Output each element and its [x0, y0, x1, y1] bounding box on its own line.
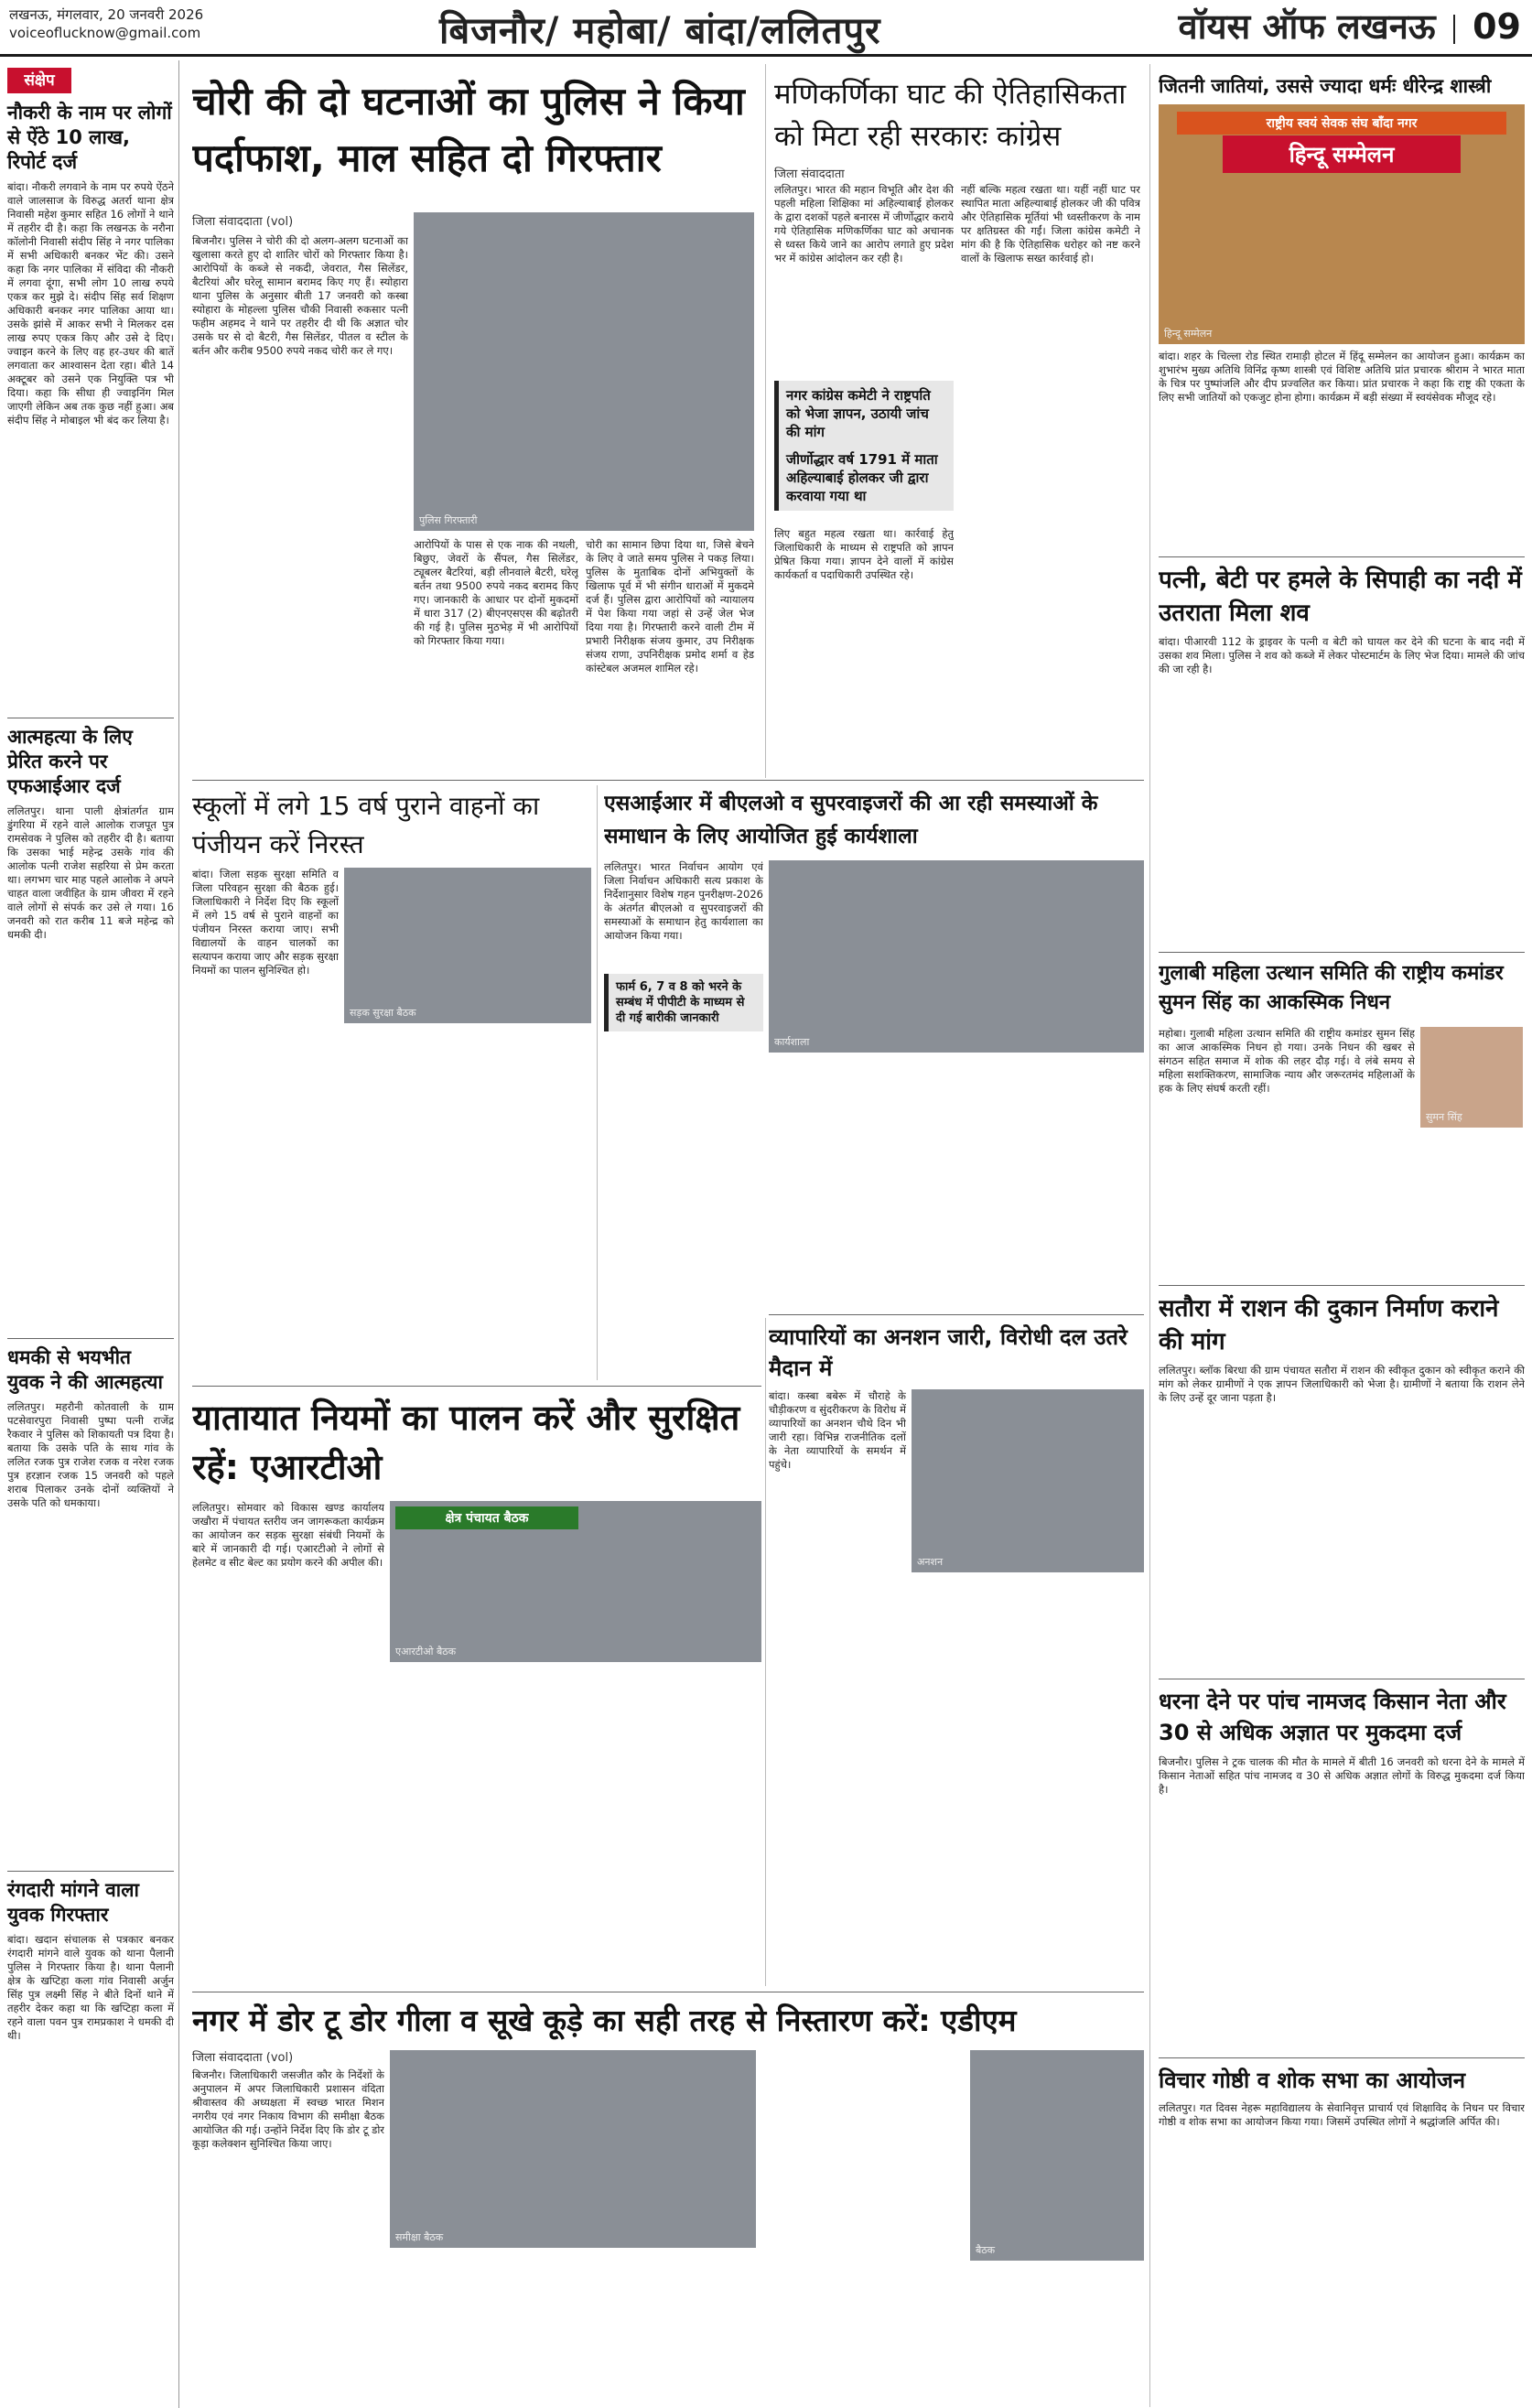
story4-body: बांदा। पीआरवी 112 के ड्राइवर के पत्नी व बेटी को घायल कर देने की घटना के बाद नदी में उसका शव मिला। पुलिस ने शव को कब्जे में लेकर पोस्टमार्टम के लिए भेज दिया। मामले की जांच की जा रही है।	[1159, 635, 1525, 675]
story9-body: बांदा। जिला सड़क सुरक्षा समिति व जिला परिवहन सुरक्षा की बैठक हुई। जिलाधिकारी ने निर्देश दिए कि स्कूलों में लगे 15 वर्ष से पुराने वाहनों का पंजीयन निरस्त कराया जाए। सभी विद्यालयों के वाहन चालकों का सत्यापन कराया जाए और सड़क सुरक्षा नियमों का पालन सुनिश्चित हो।	[192, 868, 339, 977]
story2-col2: नहीं बल्कि महत्व रखता था। यहीं नहीं घाट पर स्थापित माता अहिल्याबाई होलकर जी की पवित्र और ऐतिहासिक मूर्तियां भी ध्वस्तीकरण के नाम पर क्षतिग्रस्त की गईं। जिला कांग्रेस कमेटी ने मांग की है कि ऐतिहासिक धरोहर को नष्ट करने वालों के खिलाफ सख्त कार्रवाई हो।	[961, 183, 1140, 265]
story13-body-cont	[765, 2050, 966, 2398]
story5-body-cont	[1159, 1133, 1525, 1280]
story11-headline: व्यापारियों का अनशन जारी, विरोधी दल उतरे मैदान में	[769, 1324, 1127, 1381]
brief-4	[7, 1878, 174, 2391]
story13-body: बिजनौर। जिलाधिकारी जसजीत कौर के निर्देशों के अनुपालन में अपर जिलाधिकारी प्रशासन वंदिता श्रीवास्तव की अध्यक्षता में स्वच्छ भारत मिशन नगरीय एवं नगर निकाय विभाग की समीक्षा बैठक आयोजित की गई। उन्होंने निर्देश दिए कि डोर टू डोर कूड़ा कलेक्शन सुनिश्चित किया जाए।	[192, 2068, 384, 2150]
story13-photo	[390, 2050, 756, 2248]
photo-caption: एआरटीओ बैठक	[395, 1646, 457, 1658]
story10-body: ललितपुर। भारत निर्वाचन आयोग एवं जिला निर्वाचन अधिकारी सत्य प्रकाश के निर्देशानुसार विशेष गहन पुनरीक्षण-2026 के अंतर्गत बीएलओ व सुपरवाइजरों की समस्याओं के समाधान हेतु कार्यशाला का आयोजन किया गया।	[604, 860, 763, 942]
brief-headline: आत्महत्या के लिए प्रेरित करने पर एफआईआर दर्ज	[7, 726, 133, 797]
story5-headline: गुलाबी महिला उत्थान समिति की राष्ट्रीय कमांडर सुमन सिंह का आकस्मिक निधन	[1159, 962, 1504, 1014]
story-divider	[192, 1386, 761, 1387]
story13-byline: जिला संवाददाता (vol)	[192, 2051, 294, 2065]
story6-body: ललितपुर। ब्लॉक बिरधा की ग्राम पंचायत सतौरा में राशन की स्वीकृत दुकान को स्वीकृत कराने की मांग को लेकर ग्रामीणों ने एक ज्ञापन जिलाधिकारी को भेजा है। ग्रामीणों ने बताया कि राशन लेने के लिए उन्हें दूर जाना पड़ता है।	[1159, 1364, 1525, 1404]
story3-banner-org: राष्ट्रीय स्वयं सेवक संघ बाँदा नगर	[1177, 112, 1506, 135]
brief-body: बांदा। खदान संचालक से पत्रकार बनकर रंगदारी मांगने वाले युवक को थाना पैलानी पुलिस ने गिरफ्तार किया है। थाना पैलानी क्षेत्र के खप्टिहा कला गांव निवासी अर्जुन सिंह पुत्र लक्ष्मी सिंह ने बीते दिनों थाने में तहरीर देकर कहा था कि खप्टिहा कला में रहने वाला पवन पुत्र रामप्रकाश ने धमकी दी थी।	[7, 1933, 174, 2042]
photo-caption: सड़क सुरक्षा बैठक	[350, 1007, 416, 1019]
story13-photo-2	[970, 2050, 1144, 2261]
photo-caption: अनशन	[917, 1556, 944, 1568]
story3-photo	[1159, 104, 1525, 344]
story12-headline: यातायात नियमों का पालन करें और सुरक्षित रहें: एआरटीओ	[192, 1398, 740, 1487]
briefs-tag: संक्षेप	[7, 68, 71, 93]
story2-byline: जिला संवाददाता	[774, 167, 845, 181]
story1-headline: चोरी की दो घटनाओं का पुलिस ने किया पर्दाफाश, माल सहित दो गिरफ्तार	[192, 79, 745, 180]
story10-bullet: फार्म 6, 7 व 8 को भरने के सम्बंध में पीपीटी के माध्यम से दी गई बारीकी जानकारी	[604, 974, 763, 1031]
story13-body-cont2	[390, 2253, 756, 2400]
story1-col3: चोरी का सामान छिपा दिया था, जिसे बेचने के लिए वे जाते समय पुलिस ने पकड़ लिया। पुलिस के मुताबिक दोनों अभियुक्तों के खिलाफ पूर्व में भी संगीन धाराओं में मुकदमे दर्ज हैं। पुलिस द्वारा आरोपियों को न्यायालय में पेश किया गया जहां से उन्हें जेल भेज दिया गया है। गिरफ्तारी करने वाली टीम में प्रभारी निरीक्षक संजय कुमार, उप निरीक्षक संजय राणा, उपनिरीक्षक प्रमोद शर्मा व हेड कांस्टेबल अजमल शामिल रहे।	[586, 538, 754, 675]
story2-col1: ललितपुर। भारत की महान विभूति और देश की पहली महिला शिक्षिका मां अहिल्याबाई होलकर के द्वारा दशकों पहले बनारस में जीर्णोद्धार कराये गये ऐतिहासिक मणिकर्णिका घाट को अचानक से ध्वस्त किये जाने का आरोप लगाते हुए प्रदेश भर में कांग्रेस आंदोलन कर रही है।	[774, 183, 954, 265]
photo-caption: बैठक	[976, 2244, 996, 2256]
story3-body: बांदा। शहर के चिल्ला रोड स्थित रामाड़ी होटल में हिंदू सम्मेलन का आयोजन हुआ। कार्यक्रम का शुभारंभ मुख्य अतिथि विनिंद्र कृष्ण शास्त्री एवं विशिष्ट अतिथि प्रांत प्रचारक श्रीराम ने भारत माता के चित्र पर पुष्पांजलि और दीप प्रज्वलित कर किया। प्रांत प्रचारक ने कहा कि राष्ट्र की एकता के लिए सभी जातियों को एकजुट होना होगा। कार्यक्रम में बड़ी संख्या में स्वयंसेवक मौजूद रहे।	[1159, 350, 1525, 404]
photo-caption: सुमन सिंह	[1426, 1111, 1462, 1123]
section-title: बिजनौर/ महोबा/ बांदा/ललितपुर	[439, 10, 881, 52]
brief-headline: नौकरी के नाम पर लोगों से ऐंठे 10 लाख, रिपोर्ट दर्ज	[7, 102, 172, 173]
photo-caption: कार्यशाला	[774, 1036, 810, 1048]
brief-headline: रंगदारी मांगने वाला युवक गिरफ्तार	[7, 1879, 139, 1926]
photo-caption: पुलिस गिरफ्तारी	[419, 514, 478, 526]
masthead-date-block	[9, 5, 203, 42]
column-rule	[765, 64, 766, 778]
story9-body-cont	[344, 1029, 591, 1380]
brief-body: ललितपुर। महरौनी कोतवाली के ग्राम पटसेवारपुरा निवासी पुष्पा पत्नी राजेंद्र रैकवार ने पुलिस को शिकायती पत्र दिया है। बताया कि उसके पति के साथ गांव के ललित रजक पुत्र राजेश रजक व नरेश रजक पुत्र हरज्ञान रजक 15 जनवरी को पहले शराब पिलाकर उनके दोनों व्यक्तियों ने उसके पति को धमकाया।	[7, 1400, 174, 1509]
story13-headline: नगर में डोर टू डोर गीला व सूखे कूड़े का सही तरह से निस्तारण करें: एडीएम	[192, 2003, 1017, 2038]
story8-headline: विचार गोष्ठी व शोक सभा का आयोजन	[1159, 2068, 1466, 2093]
story5-body: महोबा। गुलाबी महिला उत्थान समिति की राष्ट्रीय कमांडर सुमन सिंह का आज आकस्मिक निधन हो गया। उनके निधन की खबर से संगठन सहित समाज में शोक की लहर दौड़ गई। वे लंबे समय से महिला सशक्तिकरण, सामाजिक न्याय और जरूरतमंद महिलाओं के हक के लिए संघर्ष करती रहीं।	[1159, 1027, 1415, 1095]
brief-divider	[7, 1871, 174, 1872]
brief-divider	[7, 1338, 174, 1339]
column-rule	[765, 1318, 766, 1986]
column-rule	[1149, 64, 1150, 2407]
story1-byline: जिला संवाददाता (vol)	[192, 215, 294, 229]
story4-headline: पत्नी, बेटी पर हमले के सिपाही का नदी में उतराता मिला शव	[1159, 567, 1522, 627]
story7-headline: धरना देने पर पांच नामजद किसान नेता और 30 से अधिक अज्ञात पर मुकदमा दर्ज	[1159, 1689, 1506, 1745]
brief-3	[7, 1345, 174, 1858]
story12-body-cont	[390, 1668, 761, 1979]
story2-headline: मणिकर्णिका घाट की ऐतिहासिकता को मिटा रही सरकारः कांग्रेस	[774, 78, 1127, 153]
masthead-email: voiceoflucknow@gmail.com	[9, 25, 201, 41]
paper-name: वॉयस ऑफ लखनऊ	[1178, 6, 1436, 47]
story1-photo	[414, 212, 754, 531]
story12-banner: क्षेत्र पंचायत बैठक	[395, 1506, 578, 1529]
photo-caption: हिन्दू सम्मेलन	[1164, 328, 1213, 340]
story10-photo	[769, 860, 1144, 1053]
story-divider	[1159, 2057, 1525, 2058]
column-rule	[597, 785, 598, 1380]
story2-col1b: लिए बहुत महत्व रखता था। कार्रवाई हेतु जिलाधिकारी के माध्यम से राष्ट्रपति को ज्ञापन प्रेषित किया गया। ज्ञापन देने वालों में कांग्रेस कार्यकर्ता व पदाधिकारी उपस्थित रहे।	[774, 527, 954, 581]
brief-2	[7, 725, 174, 1317]
story2-bullet-2: जीर्णोद्धार वर्ष 1791 में माता अहिल्याबाई होलकर जी द्वारा करवाया गया था	[774, 445, 954, 511]
brief-body: ललितपुर। थाना पाली क्षेत्रांतर्गत ग्राम डुंगरिया में रहने वाले आलोक राजपूत पुत्र रामसेवक ने पुलिस को तहरीर दी है। बताया कि उसका भाई महेन्द्र उसके गांव की आलोक पत्नी राजेश सहरिया से प्रेम करता था। लगभग चार माह पहले आलोक ने अपने चाहत वाला जवीहित के ग्राम जीवरा में रहने वाले लोगों से संपर्क कर उसे ले गया। 16 जनवरी को रात करीब 11 बजे महेन्द्र को धमकी दी।	[7, 804, 174, 941]
story-divider	[1159, 1285, 1525, 1286]
story5-photo	[1420, 1027, 1523, 1128]
story8-body: ललितपुर। गत दिवस नेहरू महाविद्यालय के सेवानिवृत्त प्राचार्य एवं शिक्षाविद के निधन पर विचार गोष्ठी व शोक सभा का आयोजन किया गया। जिसमें उपस्थित लोगों ने श्रद्धांजलि अर्पित की।	[1159, 2101, 1525, 2128]
story12-photo	[390, 1501, 761, 1662]
brief-body: बांदा। नौकरी लगवाने के नाम पर रुपये ऐंठने वाले जालसाज के विरुद्ध अतर्रा थाना क्षेत्र निवासी महेश कुमार सहित 16 लोगों ने थाने में तहरीर दी है। कहा कि लखनऊ के नरौना कॉलोनी निवासी संदीप सिंह ने नगर पालिका में सभी अधिकारी बनकर भेंट की। उसने कहा कि नगर पालिका में संविदा की नौकरी में लगवा दूंगा, सभी लोग 10 लाख रुपये एकत्र कर मुझे दे। संदीप सिंह सर्व शिक्षण अधिकारी बनकर नगर पालिका आया था। उसके झांसे में आकर सभी ने मिलकर दस लाख रुपए एकत्र किए और उसे दे दिए। ज्वाइन करने के लिए वह हर-उधर की बातें लगवाता कर आश्वासन देता रहा। बीते 14 अक्टूबर को उसने एक नियुक्ति पत्र भी दिया। कहा कि सीधा ही ज्वाइनिंग मिल जाएगी लेकिन अब तक कुछ नहीं हुआ। अब संदीप सिंह ने मोबाइल भी बंद कर लिया है।	[7, 180, 174, 427]
story7-body: बिजनौर। पुलिस ने ट्रक चालक की मौत के मामले में बीती 16 जनवरी को धरना देने के मामले में किसान नेताओं सहित पांच नामजद व 30 से अधिक अज्ञात लोगों के विरुद्ध मुकदमा दर्ज किया है।	[1159, 1755, 1525, 1796]
story10-body-cont	[604, 1062, 1144, 1309]
brief-headline: धमकी से भयभीत युवक ने की आत्महत्या	[7, 1346, 163, 1393]
story-divider	[1159, 952, 1525, 953]
story-divider	[1159, 556, 1525, 557]
story9-photo	[344, 868, 591, 1023]
story10-headline: एसआईआर में बीएलओ व सुपरवाइजरों की आ रही समस्याओं के समाधान के लिए आयोजित हुई कार्यशाला	[604, 792, 1098, 848]
story3-banner-event: हिन्दू सम्मेलन	[1223, 135, 1461, 173]
story1-col1: बिजनौर। पुलिस ने चोरी की दो अलग-अलग घटनाओं का खुलासा करते हुए दो शातिर चोरों को गिरफ्तार किया है। आरोपियों के कब्जे से नकदी, जेवरात, गैस सिलेंडर, बैटरियां और घरेलू सामान बरामद किए गए हैं। स्योहारा थाना पुलिस के अनुसार बीती 17 जनवरी को कस्बा स्योहारा के मोहल्ला पुलिस चौकी निवासी रुकसार पत्नी फहीम अहमद ने थाने पर तहरीर दी थी कि अज्ञात चोर उसके घर से दो बैटरी, गैस सिलेंडर, पीतल व स्टील के बर्तन और करीब 9500 रुपये नकद चोरी कर ले गए।	[192, 234, 408, 357]
story2-bullet-1: नगर कांग्रेस कमेटी ने राष्ट्रपति को भेजा ज्ञापन, उठायी जांच की मांग	[774, 381, 954, 447]
story11-photo	[912, 1389, 1144, 1572]
masthead-divider	[1453, 15, 1455, 44]
photo-caption: समीक्षा बैठक	[395, 2231, 444, 2243]
masthead	[0, 0, 1532, 57]
story-divider	[192, 780, 1144, 781]
story1-col2: आरोपियों के पास से एक नाक की नथली, बिछुए, जेवरों के सैंपल, गैस सिलेंडर, ट्यूबलर बैटरियां, बड़ी लीनवाले बैटरी, घरेलू बर्तन तथा 9500 रुपये नकद बरामद किए गए। जानकारी के आधार पर दोनों मुकदमों में धारा 317 (2) बीएनएसएस की बढ़ोतरी की गई है। पुलिस मुठभेड़ में भी आरोपियों को गिरफ्तार किया गया।	[414, 538, 578, 647]
story-divider	[769, 1314, 1144, 1315]
story3-headline: जितनी जातियां, उससे ज्यादा धर्मः धीरेन्द्र शास्त्री	[1159, 75, 1492, 97]
paper-name-block	[1179, 2, 1521, 49]
story9-headline: स्कूलों में लगे 15 वर्ष पुराने वाहनों का पंजीयन करें निरस्त	[192, 791, 540, 859]
story11-body: बांदा। कस्बा बबेरू में चौराहे के चौड़ीकरण व सुंदरीकरण के विरोध में व्यापारियों का अनशन चौथे दिन भी जारी रहा। विभिन्न राजनीतिक दलों के नेता व्यापारियों के समर्थन में पहुंचे।	[769, 1389, 906, 1471]
page-number: 09	[1473, 6, 1521, 47]
story6-headline: सतौरा में राशन की दुकान निर्माण कराने की मांग	[1159, 1295, 1499, 1355]
masthead-date: लखनऊ, मंगलवार, 20 जनवरी 2026	[9, 6, 204, 23]
brief-1	[7, 101, 174, 656]
story12-body: ललितपुर। सोमवार को विकास खण्ड कार्यालय जखौरा में पंचायत स्तरीय जन जागरूकता कार्यक्रम का आयोजन कर सड़क सुरक्षा संबंधी नियमों के बारे में जानकारी दी गई। एआरटीओ ने लोगों से हेलमेट व सीट बेल्ट का प्रयोग करने की अपील की।	[192, 1501, 384, 1569]
